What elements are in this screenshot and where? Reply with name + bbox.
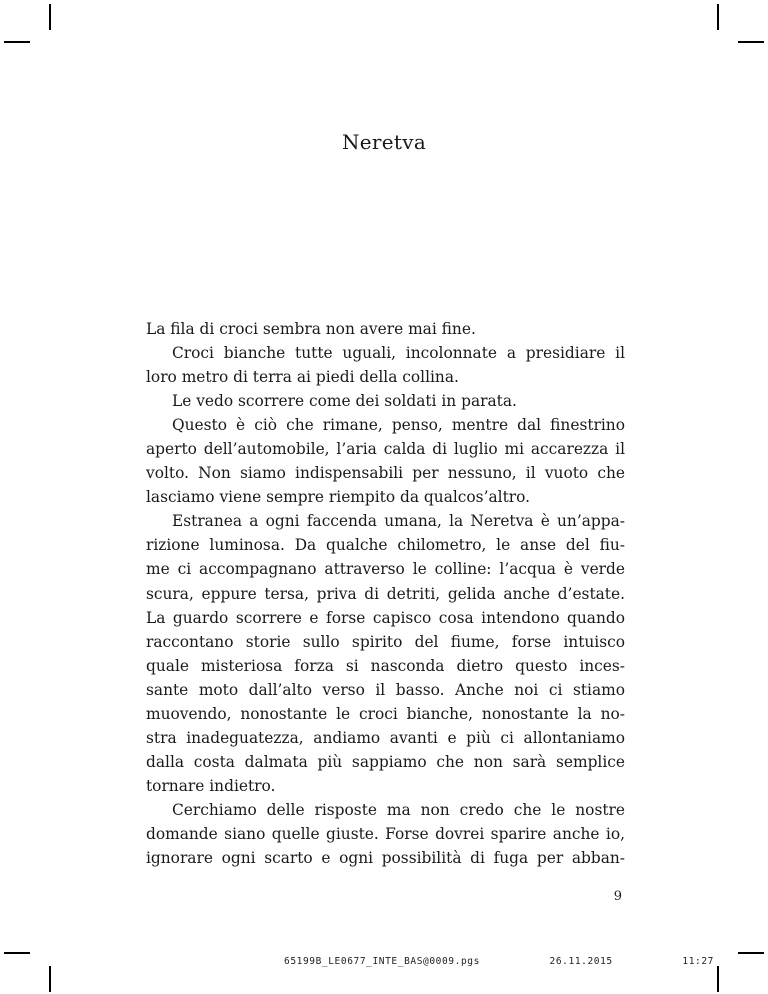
text-line: La fila di croci sembra non avere mai fine.: [146, 320, 476, 338]
text-line: Le vedo scorrere come dei soldati in parata.: [172, 392, 517, 411]
crop-mark-bottom-left-horizontal: [4, 952, 30, 954]
text-line: muovendo, nonostante le croci bianche, nonostante la no-: [146, 704, 625, 723]
text-line: rizione luminosa. Da qualche chilometro, le anse del fiu-: [146, 536, 625, 555]
crop-mark-top-right-horizontal: [738, 41, 764, 43]
text-line: volto. Non siamo indispensabili per nessuno, il vuoto che: [146, 464, 625, 483]
text-line: scura, eppure tersa, priva di detriti, gelida anche d’estate.: [146, 584, 625, 603]
text-line: stra inadeguatezza, andiamo avanti e più ci allontaniamo: [146, 728, 625, 747]
text-line: lasciamo viene sempre riempito da qualcos’altro.: [146, 488, 530, 507]
page-number: 9: [613, 889, 622, 904]
text-line: Cerchiamo delle risposte ma non credo che le nostre: [172, 800, 625, 819]
crop-mark-bottom-right-horizontal: [738, 952, 764, 954]
print-slug: [284, 956, 714, 967]
text-line: tornare indietro.: [146, 776, 276, 795]
crop-mark-bottom-left-vertical: [49, 966, 51, 992]
text-line: quale misteriosa forza si nasconda dietro questo inces-: [146, 656, 625, 675]
text-line: raccontano storie sullo spirito del fiume, forse intuisco: [146, 632, 625, 651]
text-line: aperto dell’automobile, l’aria calda di luglio mi accarezza il: [146, 440, 625, 459]
text-line: ignorare ogni scarto e ogni possibilità di fuga per abban-: [146, 849, 625, 868]
text-line: domande siano quelle giuste. Forse dovrei sparire anche io,: [146, 824, 625, 843]
crop-mark-bottom-right-vertical: [717, 966, 719, 992]
slug-time: 11:27: [682, 956, 714, 967]
text-line: me ci accompagnano attraverso le colline: l’acqua è verde: [146, 560, 625, 579]
crop-mark-top-right-vertical: [717, 4, 719, 30]
text-line: sante moto dall’alto verso il basso. Anche noi ci stiamo: [146, 680, 625, 699]
crop-mark-top-left-vertical: [49, 4, 51, 30]
slug-filename: 65199B_LE0677_INTE_BAS@0009.pgs: [284, 956, 480, 967]
body-text: [146, 317, 625, 870]
text-line: Questo è ciò che rimane, penso, mentre dal finestrino: [172, 416, 625, 435]
slug-date: 26.11.2015: [549, 956, 613, 967]
crop-mark-top-left-horizontal: [4, 41, 30, 43]
text-line: Estranea a ogni faccenda umana, la Neretva è un’appa-: [172, 512, 625, 531]
text-line: loro metro di terra ai piedi della collina.: [146, 368, 459, 387]
text-line: dalla costa dalmata più sappiamo che non sarà semplice: [146, 752, 625, 771]
text-line: Croci bianche tutte uguali, incolonnate a presidiare il: [172, 344, 625, 363]
text-line: La guardo scorrere e forse capisco cosa intendono quando: [146, 608, 625, 627]
chapter-title: Neretva: [341, 130, 427, 154]
